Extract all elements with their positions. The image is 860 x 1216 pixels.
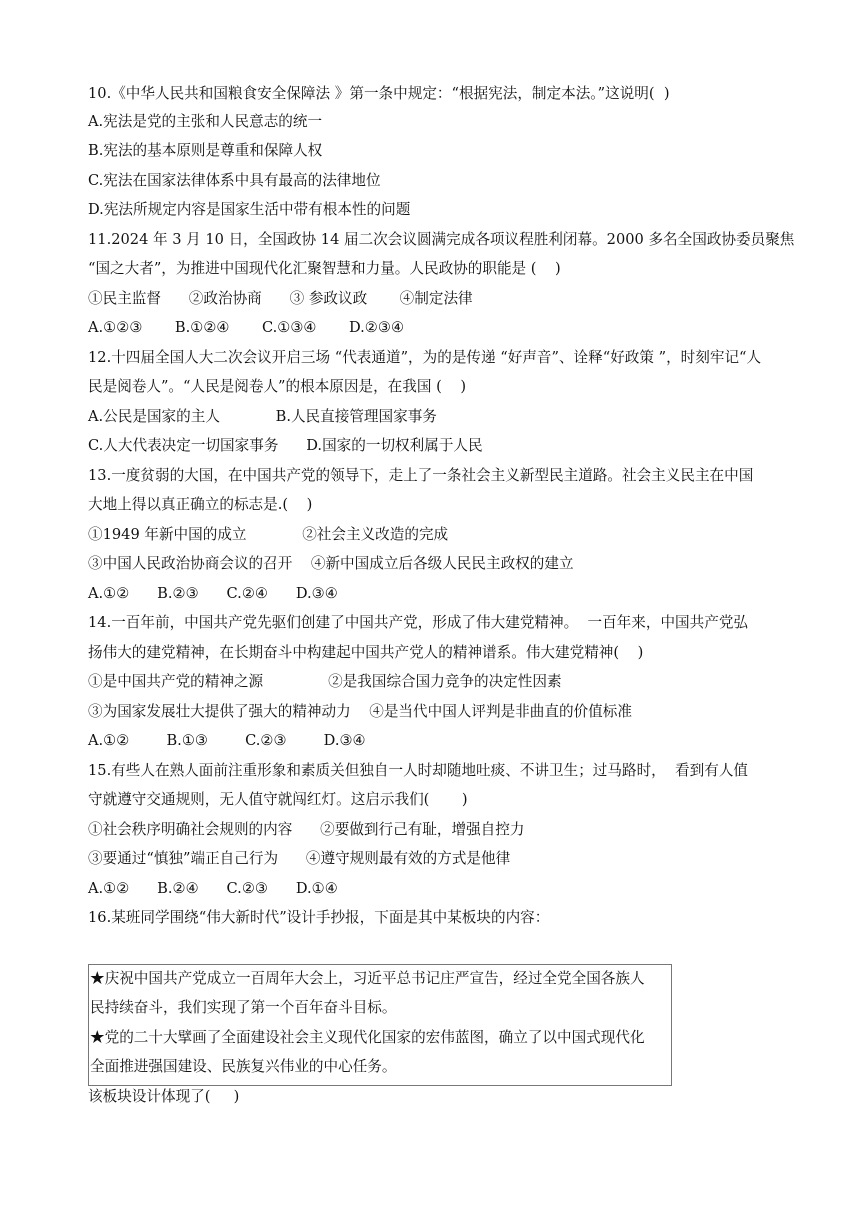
q12-options-ab: A.公民是国家的主人 B.人民直接管理国家事务 xyxy=(88,408,437,425)
q11-statements: ①民主监督 ②政治协商 ③ 参政议政 ④制定法律 xyxy=(88,290,473,307)
q13-options: A.①② B.②③ C.②④ D.③④ xyxy=(88,585,338,602)
q15-options: A.①② B.②④ C.②③ D.①④ xyxy=(88,880,338,897)
q14-stem-line2: 扬伟大的建党精神，在长期奋斗中构建起中国共产党人的精神谱系。伟大建党精神( ) xyxy=(88,644,644,661)
q14-stem-line1: 14.一百年前，中国共产党先驱们创建了中国共产党，形成了伟大建党精神。 一百年来，中国共产党弘 xyxy=(88,614,749,631)
q12-stem-line2: 民是阅卷人”。“人民是阅卷人”的根本原因是，在我国 ( ) xyxy=(88,378,467,395)
q13-statements2: ③中国人民政治协商会议的召开 ④新中国成立后各级人民民主政权的建立 xyxy=(88,555,574,572)
box-line-4: 全面推进强国建设、民族复兴伟业的中心任务。 xyxy=(90,1058,397,1075)
q12-options-cd: C.人大代表决定一切国家事务 D.国家的一切权利属于人民 xyxy=(88,437,483,454)
q11-stem-line1: 11.2024 年 3 月 10 日，全国政协 14 届二次会议圆满完成各项议程胜利闭幕。2000 多名全国政协委员聚焦 xyxy=(88,231,795,248)
box-line-3: ★党的二十大擘画了全面建设社会主义现代化国家的宏伟蓝图，确立了以中国式现代化 xyxy=(90,1029,645,1046)
q16-content-box xyxy=(88,964,672,1086)
q15-stem-line2: 守就遵守交通规则，无人值守就闯红灯。这启示我们( ) xyxy=(88,791,468,808)
q13-statements1: ①1949 年新中国的成立 ②社会主义改造的完成 xyxy=(88,526,449,543)
q10-option-a: A.宪法是党的主张和人民意志的统一 xyxy=(88,113,323,130)
q11-options: A.①②③ B.①②④ C.①③④ D.②③④ xyxy=(88,319,405,336)
q10-stem: 10.《中华人民共和国粮食安全保障法 》第一条中规定：“根据宪法，制定本法。”这说明( ) xyxy=(88,85,670,102)
q10-option-b: B.宪法的基本原则是尊重和保障人权 xyxy=(88,142,323,159)
q14-statements1: ①是中国共产党的精神之源 ②是我国综合国力竞争的决定性因素 xyxy=(88,673,562,690)
q14-options: A.①② B.①③ C.②③ D.③④ xyxy=(88,732,366,749)
q13-stem-line1: 13.一度贫弱的大国，在中国共产党的领导下，走上了一条社会主义新型民主道路。社会主义民主在中国 xyxy=(88,467,754,484)
q13-stem-line2: 大地上得以真正确立的标志是.( ) xyxy=(88,496,313,513)
q15-statements2: ③要通过“慎独”端正自己行为 ④遵守规则最有效的方式是他律 xyxy=(88,850,511,867)
q12-stem-line1: 12.十四届全国人大二次会议开启三场 “代表通道”，为的是传递 “好声音”、诠释“好政策 ”，时刻牢记“人 xyxy=(88,349,762,366)
q14-statements2: ③为国家发展壮大提供了强大的精神动力 ④是当代中国人评判是非曲直的价值标准 xyxy=(88,703,632,720)
box-line-2: 民持续奋斗，我们实现了第一个百年奋斗目标。 xyxy=(90,999,397,1016)
q11-stem-line2: “国之大者”，为推进中国现代化汇聚智慧和力量。人民政协的职能是 ( ) xyxy=(88,260,561,277)
q10-option-c: C.宪法在国家法律体系中具有最高的法律地位 xyxy=(88,172,381,189)
box-line-1: ★庆祝中国共产党成立一百周年大会上，习近平总书记庄严宣告，经过全党全国各族人 xyxy=(90,970,645,987)
q15-statements1: ①社会秩序明确社会规则的内容 ②要做到行己有耻，增强自控力 xyxy=(88,821,525,838)
q16-stem: 16.某班同学围绕“伟大新时代”设计手抄报，下面是其中某板块的内容： xyxy=(88,909,550,926)
q16-question: 该板块设计体现了( ) xyxy=(88,1088,240,1105)
q10-option-d: D.宪法所规定内容是国家生活中带有根本性的问题 xyxy=(88,201,411,218)
q15-stem-line1: 15.有些人在熟人面前注重形象和素质关但独自一人时却随地吐痰、不讲卫生；过马路时， 看到有人值 xyxy=(88,762,749,779)
